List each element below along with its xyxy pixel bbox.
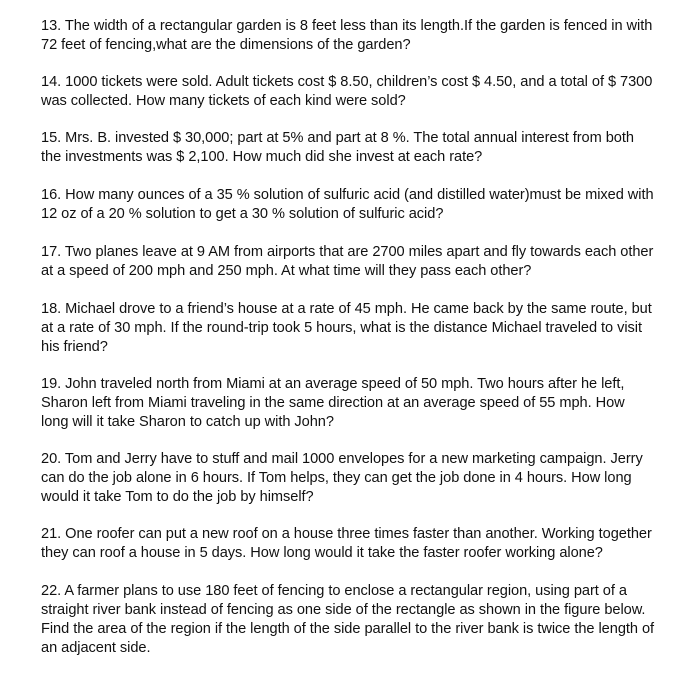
problem-18: 18. Michael drove to a friend’s house at a rate of 45 mph. He came back by the same route, but at a rate of 30 mph. If the round-trip took 5 hours, what is the distance Michael traveled to visit his friend? <box>41 301 652 355</box>
problem-15: 15. Mrs. B. invested $ 30,000; part at 5% and part at 8 %. The total annual interest from both the investments was $ 2,100. How much did she invest at each rate? <box>41 130 634 165</box>
problem-22: 22. A farmer plans to use 180 feet of fencing to enclose a rectangular region, using part of a straight river bank instead of fencing as one side of the rectangle as shown in the figure below. Find the area of the region if the length of the side parallel to the river bank is twice the length of an adjacent side. <box>41 583 655 656</box>
problem-21: 21. One roofer can put a new roof on a house three times faster than another. Working together they can roof a house in 5 days. How long would it take the faster roofer working alone? <box>41 526 652 561</box>
problem-17: 17. Two planes leave at 9 AM from airports that are 2700 miles apart and fly towards each other at a speed of 200 mph and 250 mph. At what time will they pass each other? <box>41 244 654 279</box>
problem-19: 19. John traveled north from Miami at an average speed of 50 mph. Two hours after he left, Sharon left from Miami traveling in the same direction at an average speed of 55 mph. How long will it take Sharon to catch up with John? <box>41 376 625 430</box>
problem-13: 13. The width of a rectangular garden is 8 feet less than its length.If the garden is fenced in with 72 feet of fencing,what are the dimensions of the garden? <box>41 18 653 53</box>
problem-20: 20. Tom and Jerry have to stuff and mail 1000 envelopes for a new marketing campaign. Jerry can do the job alone in 6 hours. If Tom helps, they can get the job done in 4 hours. How long would it take Tom to do the job by himself? <box>41 451 643 505</box>
problem-14: 14. 1000 tickets were sold. Adult tickets cost $ 8.50, children’s cost $ 4.50, and a total of $ 7300 was collected. How many tickets of each kind were sold? <box>41 74 653 109</box>
problem-16: 16. How many ounces of a 35 % solution of sulfuric acid (and distilled water)must be mixed with 12 oz of a 20 % solution to get a 30 % solution of sulfuric acid? <box>41 187 654 222</box>
